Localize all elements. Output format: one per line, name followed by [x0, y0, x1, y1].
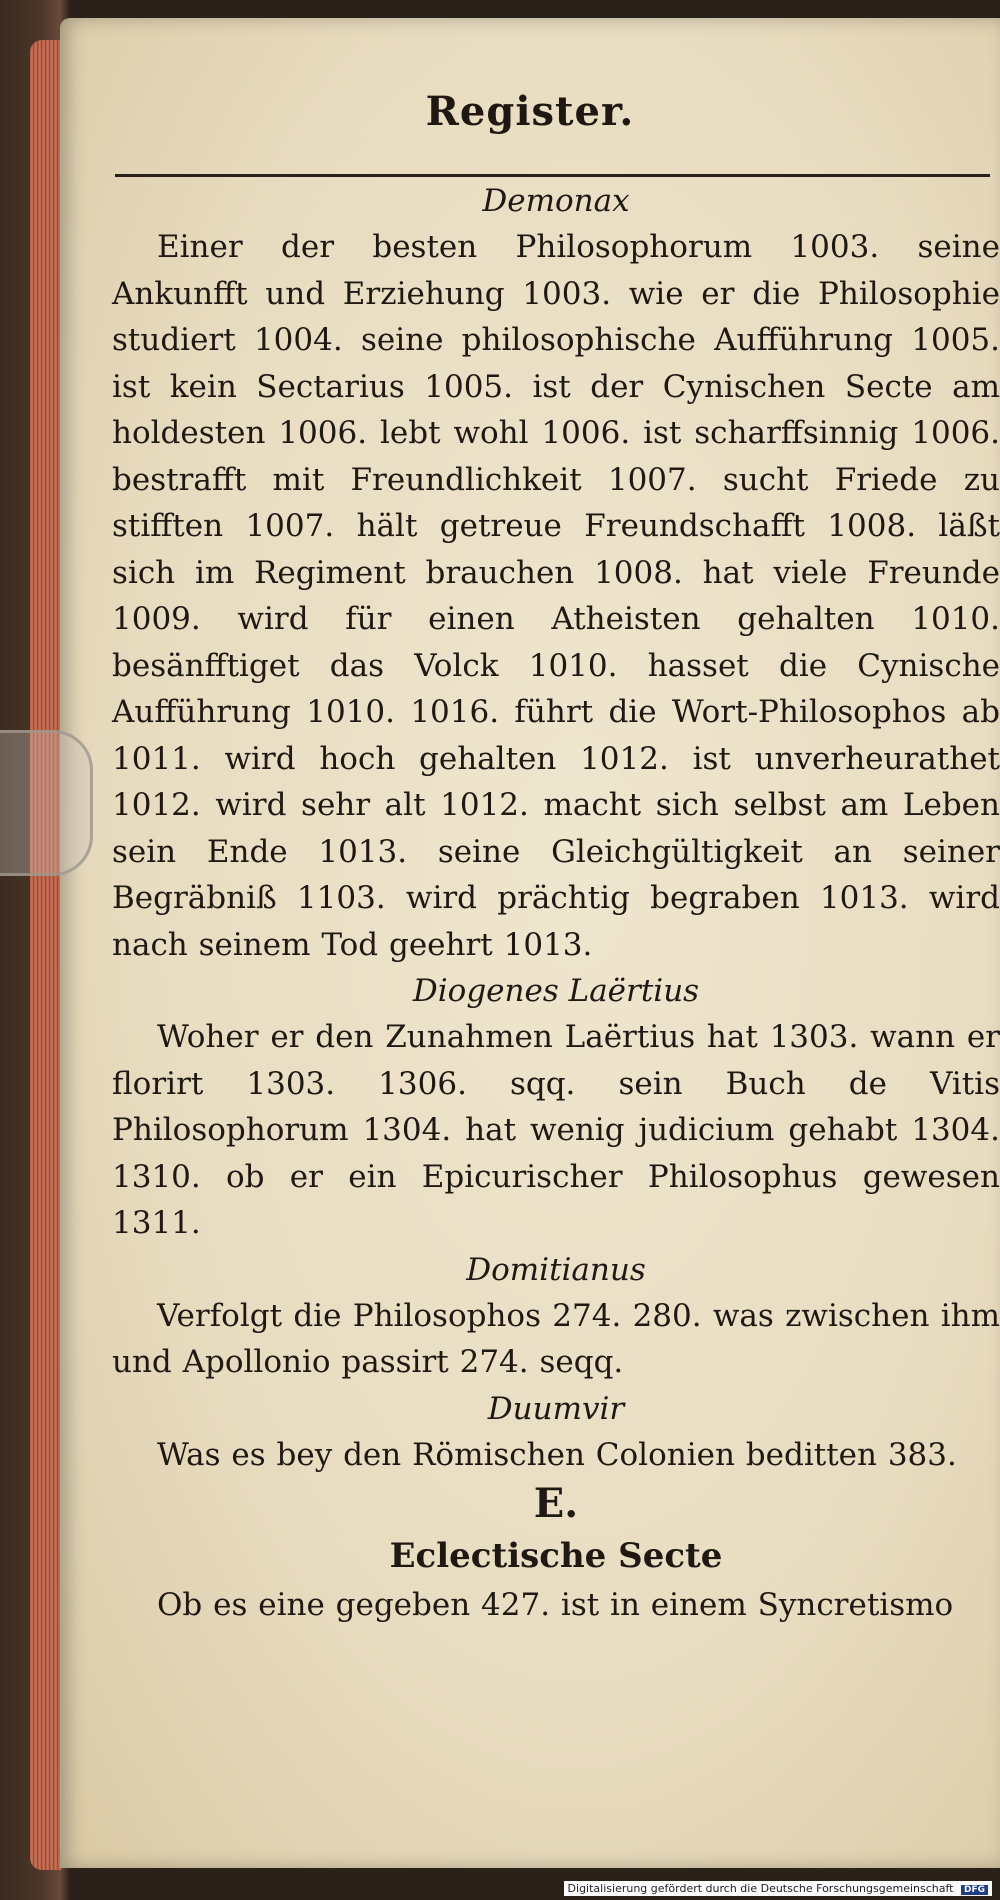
page-header: Register. — [425, 88, 635, 135]
digitization-credit — [564, 1881, 992, 1896]
entry-text-eclectische: Ob es eine gegeben 427. ist in einem Syncretismo — [157, 1587, 954, 1623]
entry-text-diogenes: Woher er den Zunahmen Laërtius hat 1303. wann er florirt 1303. 1306. sqq. sein Buch de Vitis Philosophorum 1304. hat wenig judicium gehabt 1304. 1310. ob er ein Epicurischer Philosophus gewesen 1311. — [112, 1019, 1000, 1241]
entry-title-duumvir: Duumvir — [487, 1390, 625, 1427]
credit-text: Digitalisierung gefördert durch die Deutsche Forschungsgemeinschaft — [567, 1882, 954, 1895]
book-page — [60, 18, 1000, 1868]
dfg-logo: DFG — [961, 1885, 988, 1895]
book-page-edges — [30, 40, 62, 1870]
register-text — [112, 178, 1000, 1629]
entry-text-domitianus: Verfolgt die Philosophos 274. 280. was zwischen ihm und Apollonio passirt 274. seqq. — [112, 1297, 1000, 1380]
entry-title-eclectische: Eclectische Secte — [389, 1536, 723, 1576]
entry-text-demonax: Einer der besten Philosophorum 1003. seine Ankunfft und Erziehung 1003. wie er die Philosophie studiert 1004. seine philosophische Aufführung 1005. ist kein Sectarius 1005. ist der Cynischen Secte am holdesten 1006. lebt wohl 1006. ist scharffsinnig 1006. bestrafft mit Freundlichkeit 1007. sucht Friede zu stifften 1007. hält getreue Freundschafft 1008. läßt sich im Regiment brauchen 1008. hat viele Freunde 1009. wird für einen Atheisten gehalten 1010. besänfftiget das Volck 1010. hasset die Cynische Aufführung 1010. 1016. führt die Wort-Philosophos ab 1011. wird hoch gehalten 1012. ist unverheurathet 1012. wird sehr alt 1012. macht sich selbst am Leben sein Ende 1013. seine Gleichgültigkeit an seiner Begräbniß 1103. wird prächtig begraben 1013. wird nach seinem Tod geehrt 1013. — [112, 229, 1000, 963]
entry-title-diogenes: Diogenes Laërtius — [412, 973, 700, 1009]
page-clip — [0, 730, 93, 876]
header-rule — [115, 174, 990, 177]
entry-text-duumvir: Was es bey den Römischen Colonien beditten 383. — [157, 1436, 957, 1473]
entry-title-domitianus: Domitianus — [466, 1251, 646, 1288]
entry-title-demonax: Demonax — [482, 183, 630, 219]
section-letter: E. — [533, 1480, 579, 1527]
